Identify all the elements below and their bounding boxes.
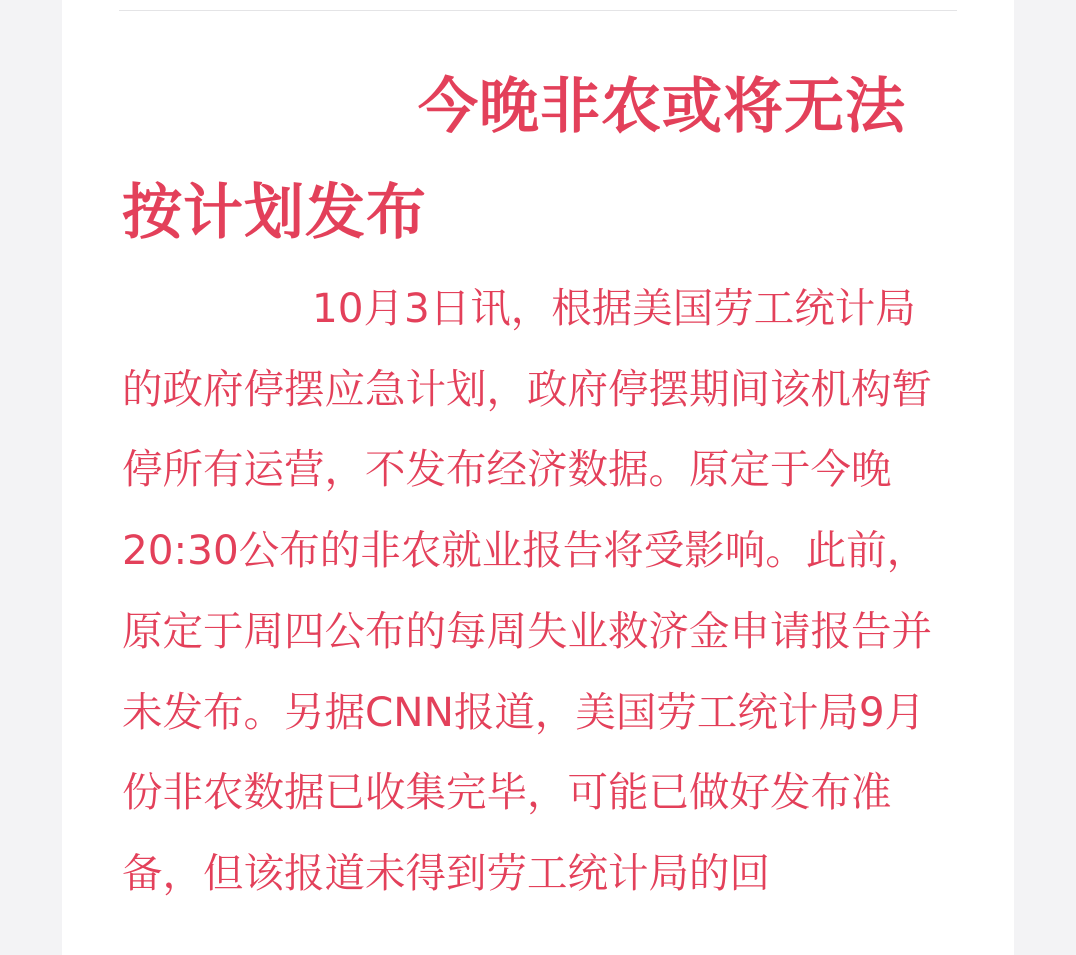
article-body: 10月3日讯，根据美国劳工统计局的政府停摆应急计划，政府停摆期间该机构暂停所有运营，不发布经济数据。原定于今晚20:30公布的非农就业报告将受影响。此前，原定于周四公布的每周失业救济金申请报告并未发布。另据CNN报道，美国劳工统计局9月份非农数据已收集完毕，可能已做好发布准备，但该报道未得到劳工统计局的回 [122, 284, 932, 897]
top-divider [119, 10, 957, 11]
article-card [62, 0, 1014, 955]
article-headline: 今晚非农或将无法按计划发布 [122, 72, 906, 248]
